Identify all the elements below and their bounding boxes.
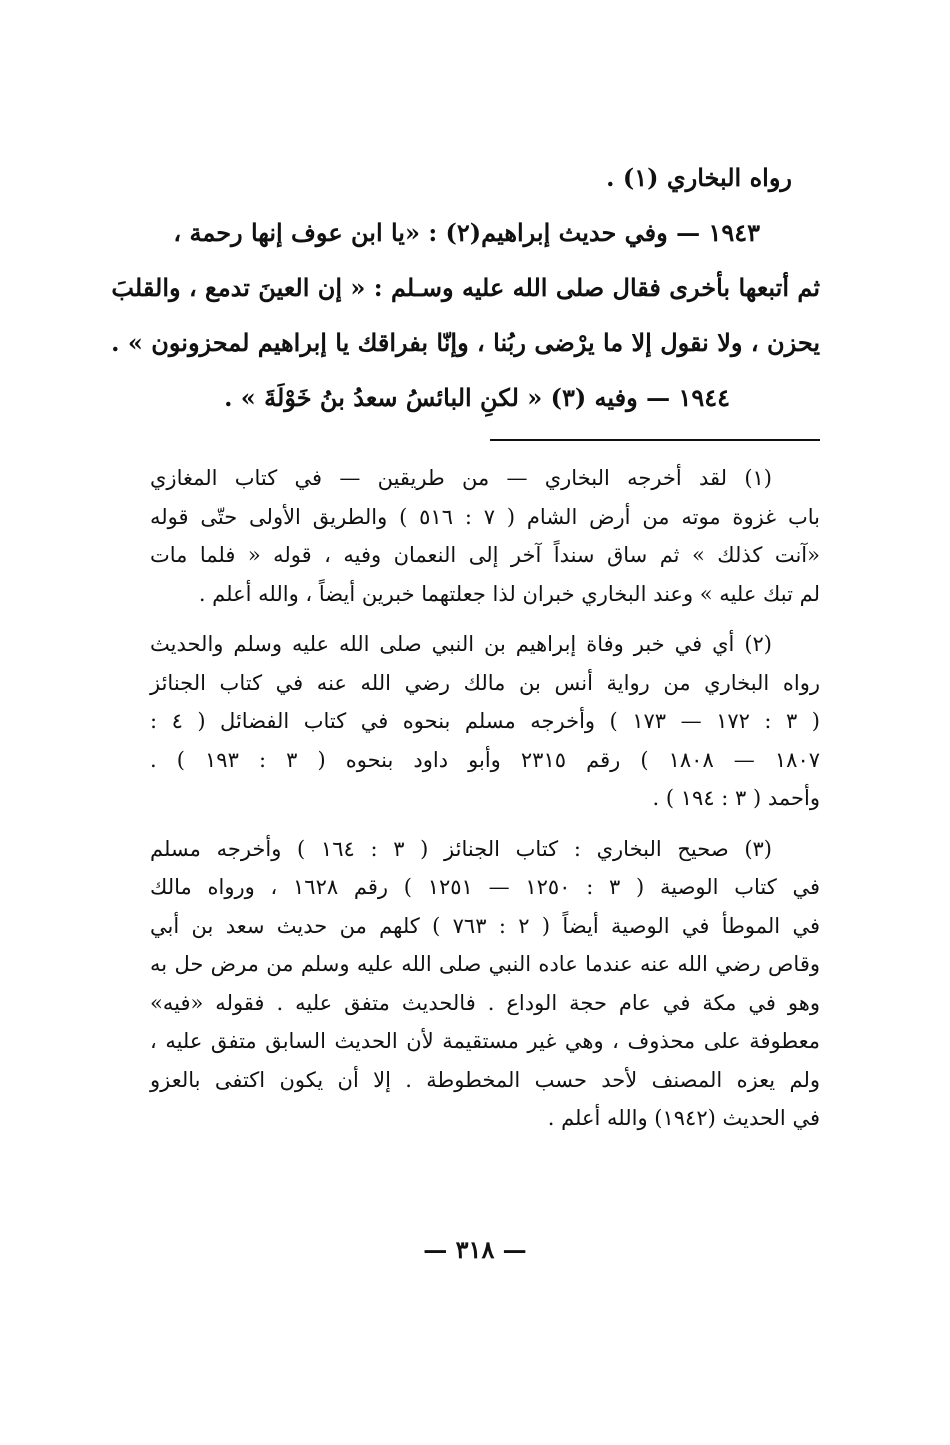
footnote-line: في كتاب الوصية ( ٣ : ١٢٥٠ — ١٢٥١ ) رقم ١٦٢٨ ، ورواه مالك <box>150 875 821 899</box>
hadith-1944: ١٩٤٤ — وفيه (٣) « لكنِ البائسُ سعدُ بنُ خَوْلَةَ » . <box>224 383 730 412</box>
footnote-line: «آنت كذلك » ثم ساق سنداً آخر إلى النعمان وفيه ، قوله « فلما مات <box>150 543 820 567</box>
footnote-line: (١) لقد أخرجه البخاري — من طريقين — في كتاب المغازي <box>150 466 772 490</box>
footnote-line: وهو في مكة في عام حجة الوداع . فالحديث متفق عليه . فقوله «فيه» <box>150 990 820 1015</box>
footnote-2 <box>150 625 820 818</box>
main-line: يحزن ، ولا نقول إلا ما يرْضى ربُنا ، وإنّا بفراقك يا إبراهيم لمحزونون » . <box>111 328 820 357</box>
main-line: رواه البخاري (١) . <box>606 163 792 192</box>
footnote-line: وأحمد ( ٣ : ١٩٤ ) . <box>652 786 820 810</box>
footnote-line: في الحديث (١٩٤٢) والله أعلم . <box>547 1106 820 1130</box>
footnote-line: لم تبك عليه » وعند البخاري خبران لذا جعلتهما خبرين أيضاً ، والله أعلم . <box>198 581 820 606</box>
footnote-line: (٣) صحيح البخاري : كتاب الجنائز ( ٣ : ١٦٤ ) وأخرجه مسلم <box>150 836 772 861</box>
footnote-line: رواه البخاري من رواية أنس بن مالك رضي الله عنه في كتاب الجنائز <box>150 670 820 695</box>
footnote-1 <box>150 459 820 613</box>
footnote-line: (٢) أي في خبر وفاة إبراهيم بن النبي صلى الله عليه وسلم والحديث <box>150 632 772 656</box>
footnotes <box>150 459 820 1138</box>
page-number: — ٣١٨ — <box>423 1235 527 1264</box>
footnote-line: باب غزوة موته من أرض الشام ( ٧ : ٥١٦ ) والطريق الأولى حتّى قوله <box>150 504 820 529</box>
footnote-divider <box>490 439 820 441</box>
hadith-1943: ١٩٤٣ — وفي حديث إبراهيم(٢) : «يا ابن عوف إنها رحمة ، <box>173 218 760 247</box>
page-body <box>111 150 821 1150</box>
footnote-line: ١٨٠٧ — ١٨٠٨ ) رقم ٢٣١٥ وأبو داود بنحوه ( ٣ : ١٩٣ ) . <box>150 747 821 772</box>
footnote-line: وقاص رضي الله عنه عندما عاده النبي صلى الله عليه وسلم من مرض حل به <box>150 952 820 976</box>
footnote-line: ( ٣ : ١٧٢ — ١٧٣ ) وأخرجه مسلم بنحوه في كتاب الفضائل ( ٤ : <box>150 709 820 733</box>
main-text <box>111 150 820 425</box>
footnote-line: ولم يعزه المصنف لأحد حسب المخطوطة . إلا أن يكون اكتفى بالعزو <box>150 1067 820 1092</box>
footnote-3 <box>150 830 820 1138</box>
footnote-line: معطوفة على محذوف ، وهي غير مستقيمة لأن الحديث السابق متفق عليه ، <box>150 1029 820 1053</box>
footnote-line: في الموطأ في الوصية أيضاً ( ٢ : ٧٦٣ ) كلهم من حديث سعد بن أبي <box>150 913 820 938</box>
main-line: ثم أتبعها بأخرى فقال صلى الله عليه وسـلم : « إن العينَ تدمع ، والقلبَ <box>111 273 820 302</box>
